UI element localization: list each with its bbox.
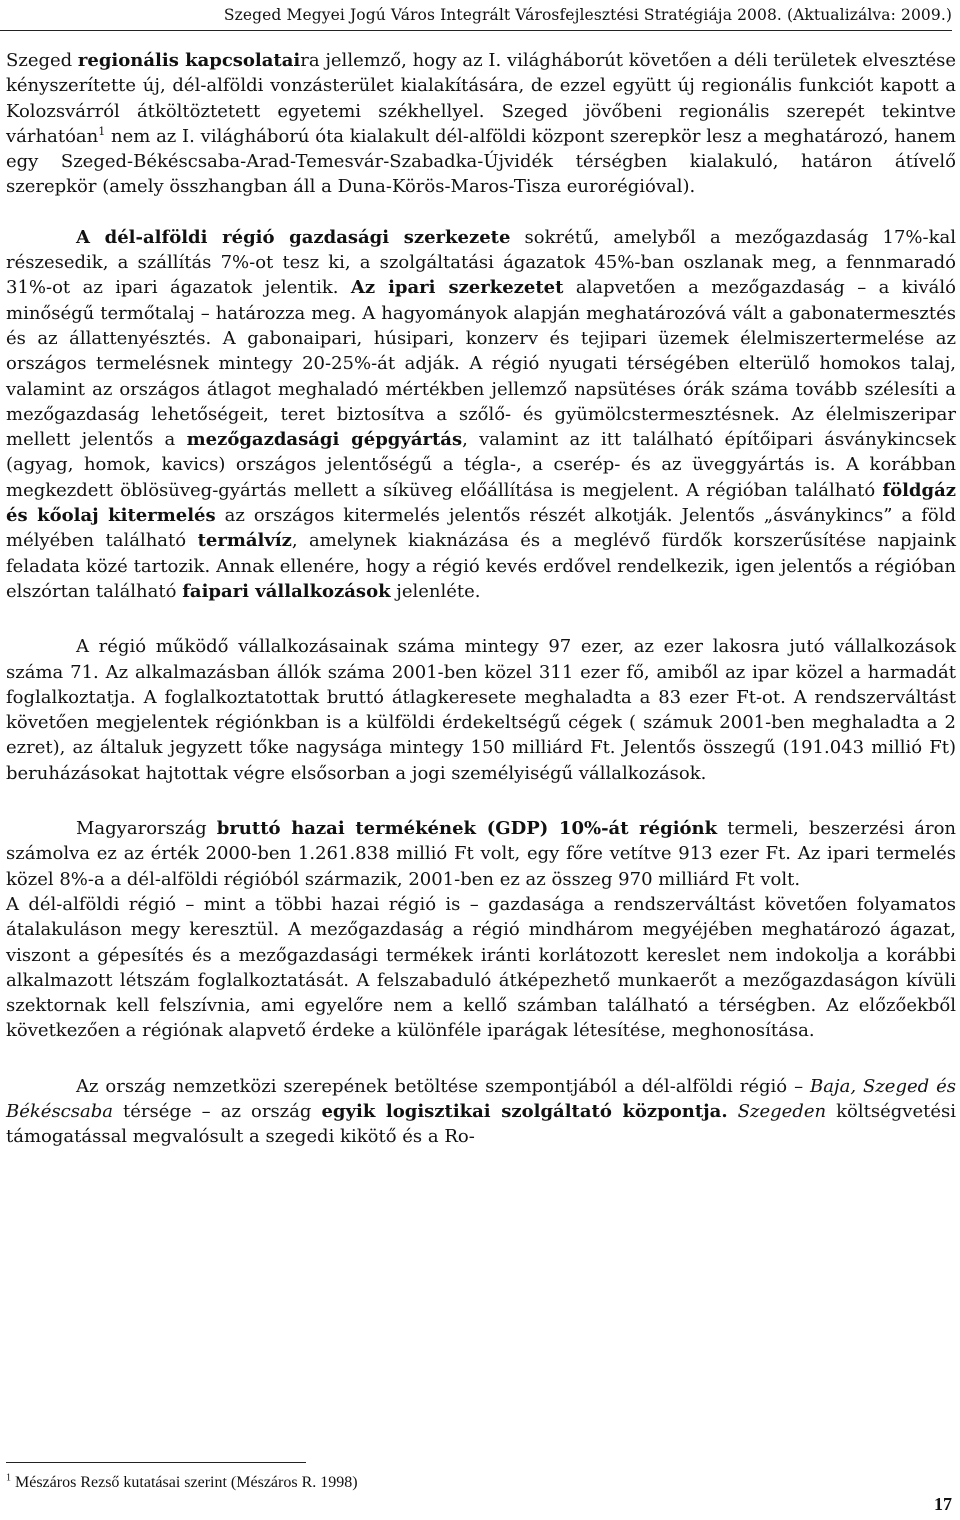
bold-text: egyik logisztikai szolgáltató központja. bbox=[321, 1100, 728, 1122]
text-run: termeli, beszerzési áron számolva ez az érték 2000-ben 1.261.838 millió Ft volt, egy főre vetítve 913 ezer Ft. Az ipari termelés közel 8%-a a dél-alföldi régióból származik, 2001-ben ez az összeg 970 milliárd Ft volt. bbox=[6, 818, 956, 890]
text-run: A dél-alföldi régió – mint a többi hazai régió is – gazdasága a rendszerváltást követően folyamatos átalakuláson megy keresztül. A mezőgazdaság a régió mindhárom megyéjében meghatározó ágazat, viszont a gépesítés és a mezőgazdasági termékek iránti korlátozott kereslet nem indokolja a korábbi alkalmazott létszám foglalkoztatását. A felszabaduló átképezhető munkaerőt a mezőgazdaságon kívüli szektornak kell felszívnia, ami egyelőre nem a kellő számban található a térségben. Az előzőekből következően a régiónak alapvető érdeke a különféle iparágak létesítése, meghonosítása. bbox=[6, 893, 956, 1042]
page-header: Szeged Megyei Jogú Város Integrált Városfejlesztési Stratégiája 2008. (Aktualizálva: 2009.) bbox=[0, 6, 952, 31]
footnote-separator bbox=[6, 1462, 306, 1463]
footnote-text: Mészáros Rezső kutatásai szerint (Mészáros R. 1998) bbox=[11, 1474, 358, 1491]
bold-text: mezőgazdasági gépgyártás bbox=[186, 429, 463, 451]
bold-text: regionális kapcsolatai bbox=[77, 50, 301, 71]
text-run: Magyarország bbox=[76, 818, 217, 840]
text-run: jelenléte. bbox=[390, 580, 481, 602]
paragraph-gdp bbox=[6, 816, 956, 892]
text-run: , valamint az itt található építőipari ásványkincsek (agyag, homok, kavics) országos jelentőségű a tégla-, a cserép- és az üveggyártás is. A korábban megkezdett öblösüveg-gyártás mellett a síküveg előállítása is megjelent. A régióban található bbox=[6, 429, 957, 501]
text-run: térsége – az ország bbox=[112, 1100, 322, 1122]
paragraph-logistics bbox=[6, 1074, 956, 1150]
text-run: sokrétű, amelyből a mezőgazdaság 17%-kal részesedik, a szállítás 7%-ot tesz ki, a szolgáltatási ágazatok 45%-ban oszlanak meg, a fennmaradó 31%-ot az ipari ágazatok jelentik. bbox=[6, 226, 956, 299]
footnote-marker: 1 bbox=[6, 1472, 11, 1484]
text-run: Szeged bbox=[6, 50, 78, 71]
paragraph-enterprises bbox=[6, 634, 956, 786]
italic-text: Baja, Szeged és Békéscsaba bbox=[6, 1075, 957, 1122]
paragraph-regional-relations bbox=[6, 48, 956, 200]
footnote-ref: 1 bbox=[98, 124, 106, 138]
text-run bbox=[728, 1101, 738, 1122]
italic-text: Szegeden bbox=[737, 1100, 827, 1122]
bold-text: A dél-alföldi régió gazdasági szerkezete bbox=[76, 226, 511, 248]
text-run: az országos kitermelés jelentős részét alkotják. Jelentős „ásványkincs” a föld mélyében található bbox=[6, 505, 956, 552]
body-text bbox=[6, 48, 956, 1150]
page-number: 17 bbox=[934, 1494, 952, 1514]
paragraph-economic-structure bbox=[6, 225, 956, 604]
text-run: nem az I. világháború óta kialakult dél-alföldi központ szerepkör lesz a meghatározó, hanem egy Szeged-Békéscsaba-Arad-Temesvár-Szabadka-Újvidék térségben kialakuló, határon átívelő szerepkör (amely összhangban áll a Duna-Körös-Maros-Tisza eurorégióval). bbox=[6, 125, 956, 198]
text-run: Az ország nemzetközi szerepének betöltése szempontjából a dél-alföldi régió – bbox=[76, 1075, 811, 1097]
bold-text: termálvíz bbox=[197, 530, 292, 552]
text-run: alapvetően a mezőgazdaság – a kiváló minőségű termőtalaj – határozza meg. A hagyományok alapján meghatározóvá vált a gabonatermesztés és az állattenyésztés. A gabonaipari, húsipari, konzerv és tejipari üzemek élelmiszertermelése az országos termelésnek mintegy 20-25%-át adják. A régió nyugati térségében elterülő homokos talaj, valamint az országos átlagot meghaladó mértékben jellemző napsütéses órák száma tovább szélesíti a mezőgazdaság lehetőségeit, teret biztosítva a szőlő- és gyümölcstermesztésnek. Az élelmiszeripar mellett jelentős a bbox=[6, 277, 956, 451]
bold-text: földgáz és kőolaj kitermelés bbox=[6, 479, 956, 527]
text-run: költségvetési támogatással megvalósult a szegedi kikötő és a Ro- bbox=[6, 1100, 956, 1148]
text-run: A régió működő vállalkozásainak száma mintegy 97 ezer, az ezer lakosra jutó vállalkozások száma 71. Az alkalmazásban állók száma 2001-ben közel 311 ezer fő, amiből az ipar közel a harmadát foglalkoztatja. A foglalkoztatottak bruttó átlagkeresete meghaladta a 83 ezer Ft-ot. A rendszerváltást követően megjelentek régiónkban is a külföldi érdekeltségű cégek ( számuk 2001-ben meghaladta a 2 ezret), az általuk jegyzett tőke nagysága mintegy 150 milliárd Ft. Jelentős összegű (191.043 millió Ft) beruházásokat hajtottak végre elsősorban a jogi személyiségű vállalkozások. bbox=[6, 636, 956, 784]
bold-text: bruttó hazai termékének (GDP) 10%-át régiónk bbox=[216, 818, 718, 840]
text-run: , amelynek kiaknázása és a meglévő fürdők korszerűsítése napjaink feladata közé tartozik. Annak ellenére, hogy a régió kevés erdővel rendelkezik, igen jelentős a régióban elszórtan található bbox=[6, 530, 956, 602]
bold-text: faipari vállalkozások bbox=[182, 580, 391, 602]
paragraph-transformation bbox=[6, 892, 956, 1044]
footnote bbox=[6, 1474, 358, 1492]
text-run: ra jellemző, hogy az I. világháborút követően a déli területek elvesztése kényszerítette új, dél-alföldi vonzásterület kialakítására, de ezzel együtt új regionális funkciót kapott a Kolozsvárról átköltöztetett egyetemi székhellyel. Szeged jövőbeni regionális szerepét tekintve várhatóan bbox=[6, 50, 956, 147]
bold-text: Az ipari szerkezetet bbox=[350, 277, 564, 299]
